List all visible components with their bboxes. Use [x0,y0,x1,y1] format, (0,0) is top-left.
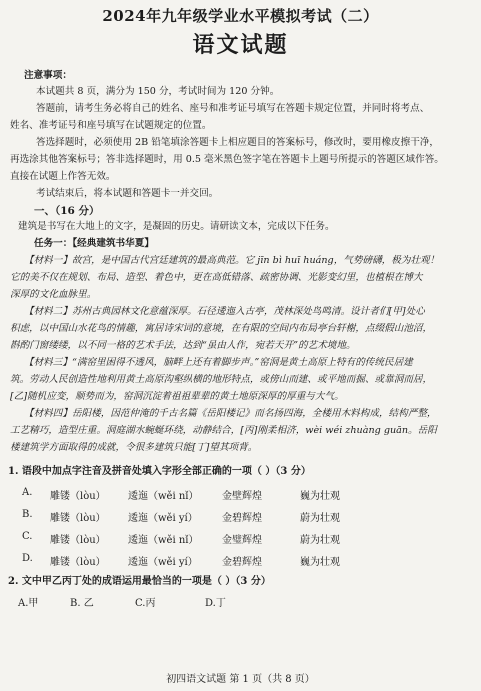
option-d-text: 逶迤（wěi yí） [128,557,198,568]
subject-title: 语文试题 [192,32,289,58]
material-line: 它的美不仅在规划、布局、造型、着色中，更在高低错落、疏密协调、光影变幻里，也植根在博大 [10,272,423,283]
option-b-text: 逶迤（wěi yí） [128,513,198,524]
material-line: 【材料一】故宫，是中国古代宫廷建筑的最高典范。它 jīn bì huī huáng，气势磅礴，极为壮观！ [24,255,440,266]
exam-title: 2024年九年级学业水平模拟考试（二） [102,7,379,25]
option-b-text: 雕镂（lòu） [50,513,106,524]
option-b: B. 乙 [70,598,94,609]
section-intro: 建筑是书写在大地上的文字，是凝固的历史。请研读文本，完成以下任务。 [18,221,335,232]
option-d: D.丁 [205,598,226,609]
option-d-text: 巍为壮观 [300,557,340,568]
option-c-text: 雕镂（lòu） [50,535,106,546]
material-line: 深厚的文化血脉里。 [10,289,97,300]
notice-heading: 注意事项： [24,70,72,81]
option-c: C.丙 [135,598,156,609]
option-c-text: 蔚为壮观 [300,535,340,546]
option-a-label: A. [22,487,33,498]
notice-line: 答选择题时，必须使用 2B 铅笔填涂答题卡上相应题目的答案标号，修改时，要用橡皮擦干净， [36,137,440,148]
material-line: 筑。劳动人民创造性地利用黄土高原沟壑纵横的地形特点，或傍山而建、或平地而掘、或靠洞而居， [10,374,433,385]
option-b-text: 金碧辉煌 [222,513,262,524]
material-line: 斟酌门窗缕缕，以不同一格的艺术手法，达到“虽由人作，宛若天开”的艺术境地。 [10,340,356,351]
notice-line: 直接在试题上作答无效。 [10,171,116,182]
option-d-label: D. [22,553,33,564]
option-b-text: 蔚为壮观 [300,513,340,524]
notice-line: 本试题共 8 页，满分为 150 分，考试时间为 120 分钟。 [36,86,280,97]
option-a-text: 雕镂（lòu） [50,491,106,502]
option-a-text: 金壁辉煌 [222,491,262,502]
notice-line: 再选涂其他答案标号；答非选择题时，用 0.5 毫米黑色签字笔在答题卡上题号所提示的答题区域作答。 [10,154,444,165]
question-1-stem: 1. 语段中加点字注音及拼音处填入字形全部正确的一项（ ）（3 分） [8,466,311,477]
material-line: [乙]随机应变，顺势而为，窑洞沉淀着祖祖辈辈的黄土地原深厚的厚重与大气。 [10,391,344,402]
notice-line: 考试结束后，将本试题和答题卡一并交回。 [36,188,219,199]
option-d-text: 雕镂（lòu） [50,557,106,568]
option-c-text: 逶迤（wěi nǐ） [128,535,199,546]
section-heading: 一、（16 分） [34,205,100,217]
option-c-label: C. [22,531,33,542]
question-2-stem: 2. 文中甲乙丙丁处的成语运用最恰当的一项是（ ）（3 分） [8,576,271,587]
material-line: 【材料四】岳阳楼，因范仲淹的千古名篇《岳阳楼记》而名扬四海，全楼用木料构成，结构严整， [24,408,437,419]
option-c-text: 金璧辉煌 [222,535,262,546]
material-line: 积虑，以中国山水花鸟的情趣，寓居诗宋词的意境，在有限的空间内布局亭台轩榭，点缀假山池沼， [10,323,433,334]
option-d-text: 金碧辉煌 [222,557,262,568]
notice-line: 答题前，请考生务必将自己的姓名、座号和准考证号填写在答题卡规定位置，并同时将考点、 [36,103,430,114]
notice-line: 姓名、准考证号和座号填写在试题规定的位置。 [10,120,212,131]
option-a-text: 巍为壮观 [300,491,340,502]
option-a: A.甲 [18,598,39,609]
option-b-label: B. [22,509,33,520]
material-line: 楼建筑学方面取得的成就，令很多建筑只能[丁]望其项背。 [10,442,258,453]
task-heading: 任务一：【经典建筑书华夏】 [34,238,154,249]
option-a-text: 逶迤（wěi nǐ） [128,491,199,502]
material-line: 【材料三】“满窑里困得不透风，脑畔上还有着脚步声。”窑洞是黄土高原上特有的传统民居建 [24,357,413,368]
material-line: 【材料二】苏州古典园林文化意蕴深厚。石径逶迤入古亭，茂林深处鸟鸣清。设计者们[甲]处心 [24,306,425,317]
material-line: 工艺精巧，造型庄重。洞庭湖水蜿蜒环绕，动静结合，[丙]刚柔相济，wèi wéi zhuàng guān。岳阳 [10,425,437,436]
page-footer: 初四语文试题 第 1 页（共 8 页） [166,674,315,685]
